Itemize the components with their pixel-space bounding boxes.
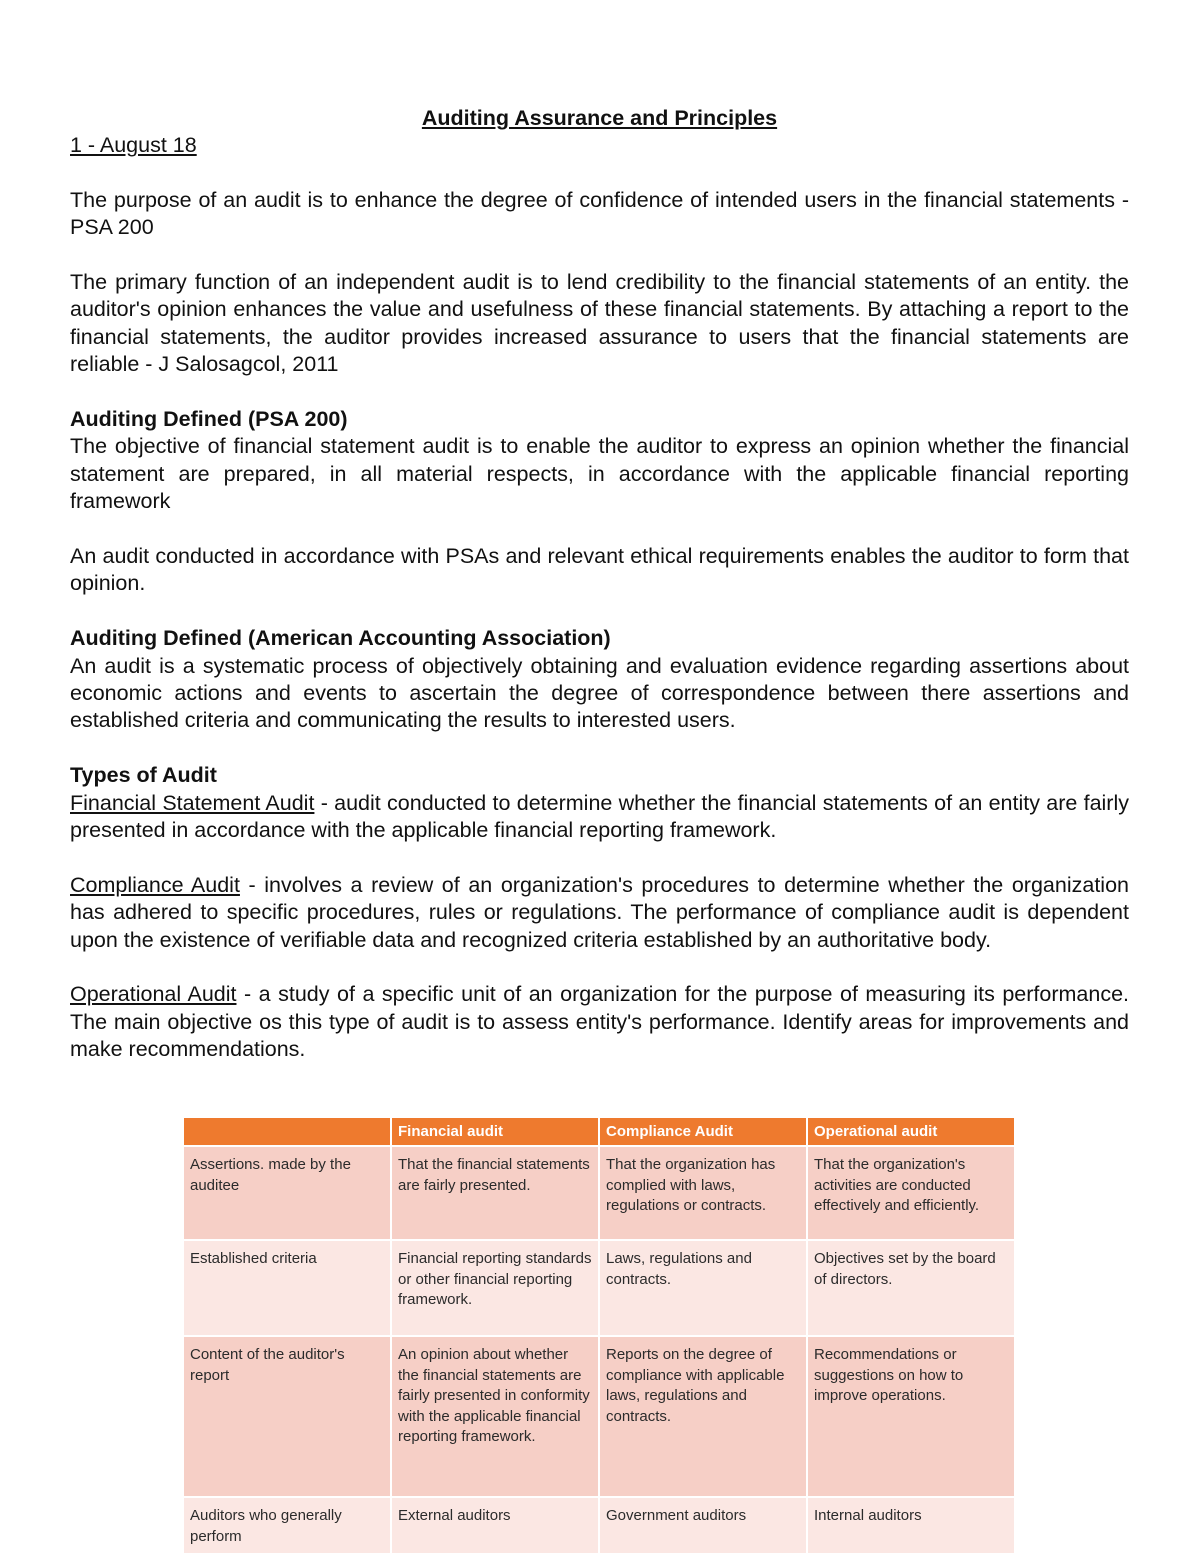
document-body — [70, 104, 1129, 1064]
document-title: Auditing Assurance and Principles — [421, 106, 778, 130]
table-cell: That the organization's activities are conducted effectively and efficiently. — [807, 1146, 1015, 1240]
table-cell: An opinion about whether the financial statements are fairly presented in conformity with the applicable financial reporting framework. — [391, 1336, 599, 1497]
heading-types-of-audit: Types of Audit — [70, 763, 217, 788]
definition-compliance-audit: - involves a review of an organization's procedures to determine whether the organization has adhered to specific procedures, rules or regulations. The performance of compliance audit is dependent upon the existence of verifiable data and recognized criteria established by an authoritative body. — [70, 872, 1129, 952]
heading-auditing-defined-aaa: Auditing Defined (American Accounting Association) — [70, 626, 611, 651]
paragraph-primary-function: The primary function of an independent audit is to lend credibility to the financial statements of an entity. the auditor's opinion enhances the value and usefulness of these financial statements. By attaching a report to the financial statements, the auditor provides increased assurance to users that the financial statements are reliable - J Salosagcol, 2011 — [70, 270, 1129, 377]
heading-auditing-defined-psa: Auditing Defined (PSA 200) — [70, 407, 348, 432]
table-cell: That the organization has complied with laws, regulations or contracts. — [599, 1146, 807, 1240]
table-cell: Internal auditors — [807, 1497, 1015, 1554]
document-date: 1 - August 18 — [70, 133, 197, 157]
term-operational-audit: Operational Audit — [70, 982, 237, 1007]
table-cell: Financial reporting standards or other financial reporting framework. — [391, 1240, 599, 1336]
paragraph-financial-statement-audit — [70, 790, 1129, 845]
paragraph-compliance-audit — [70, 872, 1129, 954]
audit-comparison-table — [184, 1118, 1015, 1555]
table-header-cell: Financial audit — [391, 1118, 599, 1146]
table-header-cell — [184, 1118, 391, 1146]
table-cell: That the financial statements are fairly presented. — [391, 1146, 599, 1240]
paragraph-aaa-definition: An audit is a systematic process of objectively obtaining and evaluation evidence regarding assertions about economic actions and events to ascertain the degree of correspondence between there assertions and established criteria and communicating the results to interested users. — [70, 653, 1129, 733]
table-row — [184, 1497, 1015, 1554]
table-cell: External auditors — [391, 1497, 599, 1554]
table-cell: Recommendations or suggestions on how to improve operations. — [807, 1336, 1015, 1497]
term-compliance-audit: Compliance Audit — [70, 872, 240, 897]
table-header-cell: Operational audit — [807, 1118, 1015, 1146]
table-cell: Objectives set by the board of directors. — [807, 1240, 1015, 1336]
table-row — [184, 1336, 1015, 1497]
table-cell: Auditors who generally perform — [184, 1497, 391, 1554]
definition-financial-statement-audit: - audit conducted to determine whether the financial statements of an entity are fairly presented in accordance with the applicable financial reporting framework. — [70, 790, 1129, 843]
table-cell: Reports on the degree of compliance with applicable laws, regulations and contracts. — [599, 1336, 807, 1497]
table-header-cell: Compliance Audit — [599, 1118, 807, 1146]
table-cell: Laws, regulations and contracts. — [599, 1240, 807, 1336]
table-cell: Established criteria — [184, 1240, 391, 1336]
term-financial-statement-audit: Financial Statement Audit — [70, 790, 315, 815]
paragraph-operational-audit — [70, 981, 1129, 1063]
paragraph-objective: The objective of financial statement audit is to enable the auditor to express an opinion whether the financial statement are prepared, in all material respects, in accordance with the applicable financial reporting framework — [70, 434, 1129, 514]
paragraph-purpose: The purpose of an audit is to enhance the degree of confidence of intended users in the financial statements - PSA 200 — [70, 187, 1129, 240]
table-row — [184, 1146, 1015, 1240]
table-cell: Assertions. made by the auditee — [184, 1146, 391, 1240]
definition-operational-audit: - a study of a specific unit of an organization for the purpose of measuring its performance. The main objective os this type of audit is to assess entity's performance. Identify areas for improvements and make recommendations. — [70, 982, 1129, 1062]
table-header-row — [184, 1118, 1015, 1146]
table-cell: Content of the auditor's report — [184, 1336, 391, 1497]
paragraph-psa-opinion: An audit conducted in accordance with PSAs and relevant ethical requirements enables the auditor to form that opinion. — [70, 544, 1129, 596]
table-cell: Government auditors — [599, 1497, 807, 1554]
table-row — [184, 1240, 1015, 1336]
